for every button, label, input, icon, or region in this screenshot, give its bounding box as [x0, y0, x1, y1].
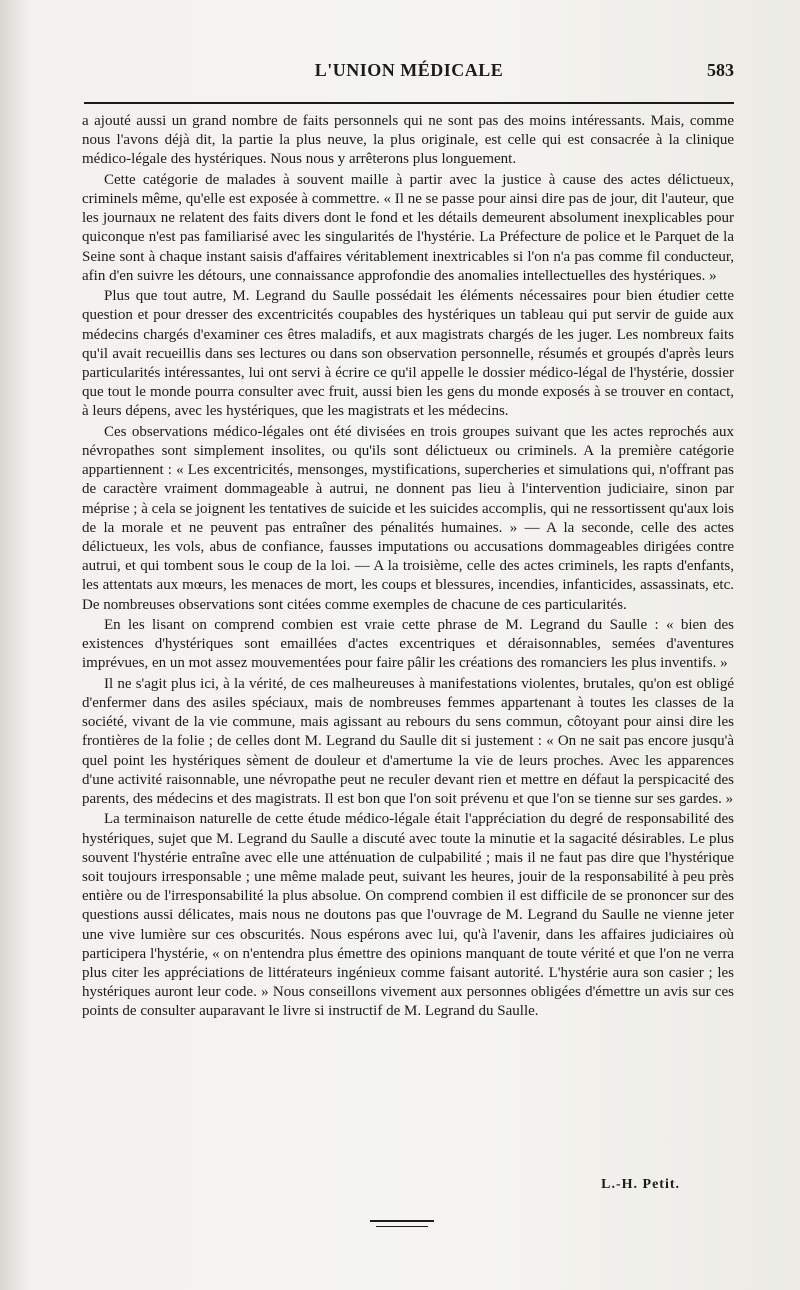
paragraph-4: Ces observations médico-légales ont été divisées en trois groupes suivant que les actes reprochés aux névropathes sont simplement insolites, ou qu'ils sont délictueux ou criminels. A la première catégorie appartiennent : « Les excentricités, mensonges, mystifications, supercheries et simulations qui, n'offrant pas de caractère vraiment dommageable à autrui, ne donnent pas lieu à l'intervention judiciaire, sinon par méprise ; à cela se joignent les tentatives de suicide et les suicides accomplis, qui ne ressortissent qu'aux lois de la morale et ne peuvent pas entraîner des pénalités humaines. » — A la seconde, celle des actes délictueux, les vols, abus de confiance, fausses imputations ou accusations dommageables dirigées contre autrui, et qui tombent sous le coup de la loi. — A la troisième, celle des actes criminels, les rapts d'enfants, les attentats aux mœurs, les menaces de mort, les coups et blessures, incendies, infanticides, assassinats, etc. De nombreuses observations sont citées comme exemples de chacune de ces particularités.	[82, 423, 734, 613]
header-rule	[84, 102, 734, 104]
article-body	[82, 112, 734, 1023]
paragraph-2: Cette catégorie de malades à souvent maille à partir avec la justice à cause des actes délictueux, criminels même, qu'elle est exposée à commettre. « Il ne se passe pour ainsi dire pas de jour, dit l'auteur, que les journaux ne relatent des faits divers dont le fond et les détails demeurent absolument inexplicables pour quiconque n'est pas familiarisé avec les singularités de l'hystérie. La Préfecture de police et le Parquet de la Seine sont à chaque instant saisis d'affaires véritablement inextricables si l'on n'a pas comme fil conducteur, afin d'en suivre les détours, une connaissance approfondie des anomalies intellectuelles des hystériques. »	[82, 171, 734, 284]
paragraph-3: Plus que tout autre, M. Legrand du Saulle possédait les éléments nécessaires pour bien étudier cette question et pour dresser des excentricités coupables des hystériques un tableau qui put servir de guide aux médecins chargés d'examiner ces êtres maladifs, et aux magistrats chargés de les juger. Les nombreux faits qu'il avait recueillis dans ses lectures ou dans son observation personnelle, résumés et groupés d'après leurs particularités intéressantes, lui ont servi à écrire ce qu'il appelle le dossier médico-légal de l'hystérie, dossier que tout le monde pourra consulter avec fruit, aussi bien les gens du monde exposés à se trouver en contact, à leurs dépens, avec les hystériques, que les magistrats et les médecins.	[82, 288, 734, 420]
page-number: 583	[707, 60, 734, 80]
paragraph-5: En les lisant on comprend combien est vraie cette phrase de M. Legrand du Saulle : « bien des existences d'hystériques sont emaillées d'actes excentriques et déraisonnables, semées d'aventures imprévues, en un mot assez mouvementées pour faire pâlir les créations des romanciers les plus inventifs. »	[82, 617, 734, 672]
end-rule	[370, 1220, 434, 1222]
paragraph-1: a ajouté aussi un grand nombre de faits personnels qui ne sont pas des moins intéressants. Mais, comme nous l'avons déjà dit, la partie la plus neuve, la plus originale, est celle qui est consacrée à la clinique médico-légale des hystériques. Nous nous y arrêterons plus longuement.	[82, 113, 734, 168]
paragraph-7: La terminaison naturelle de cette étude médico-légale était l'appréciation du degré de responsabilité des hystériques, sujet que M. Legrand du Saulle a discuté avec toute la minutie et la sagacité désirables. Le plus souvent l'hystérie entraîne avec elle une atténuation de culpabilité ; mais il ne faut pas dire que l'hystérique soit toujours irresponsable ; une même malade peut, suivant les heures, jouir de la responsabilité à peu près entière ou de l'irresponsabilité la plus absolue. On comprend combien il est difficile de se prononcer sur des questions aussi délicates, mais nous ne doutons pas que l'ouvrage de M. Legrand du Saulle ne vienne jeter une vive lumière sur ces obscurités. Nous espérons avec lui, qu'à l'avenir, dans les affaires judiciaires où participera l'hystérie, « on n'entendra plus émettre des opinions manquant de toute vérité et que l'on ne verra plus citer les appréciations de littérateurs ingénieux comme faisant autorité. L'hystérie aura son casier ; les hystériques auront leur code. » Nous conseillons vivement aux personnes obligées d'émettre un avis sur ces points de consulter auparavant le livre si instructif de M. Legrand du Saulle.	[82, 811, 734, 1020]
page-header	[84, 60, 734, 88]
running-title: L'UNION MÉDICALE	[314, 60, 504, 80]
end-rule-secondary	[376, 1226, 428, 1227]
paragraph-6: Il ne s'agit plus ici, à la vérité, de ces malheureuses à manifestations violentes, brutales, qu'on est obligé d'enfermer dans des asiles spéciaux, mais de nombreuses femmes appartenant à toutes les classes de la société, vivant de la vie commune, mais agissant au rebours du sens commun, côtoyant pour ainsi dire les frontières de la folie ; de celles dont M. Legrand du Saulle dit si justement : « On ne sait pas encore jusqu'à quel point les hystériques sèment de douleur et d'amertume la vie de leurs proches. Avec les apparences d'une activité raisonnable, une névropathe peut ne reculer devant rien et mettre en défaut la perspicacité des parents, des médecins et des magistrats. Il est bon que l'on soit prévenu et que l'on se tienne sur ses gardes. »	[82, 675, 734, 808]
author-signature: L.-H. Petit.	[601, 1177, 680, 1192]
